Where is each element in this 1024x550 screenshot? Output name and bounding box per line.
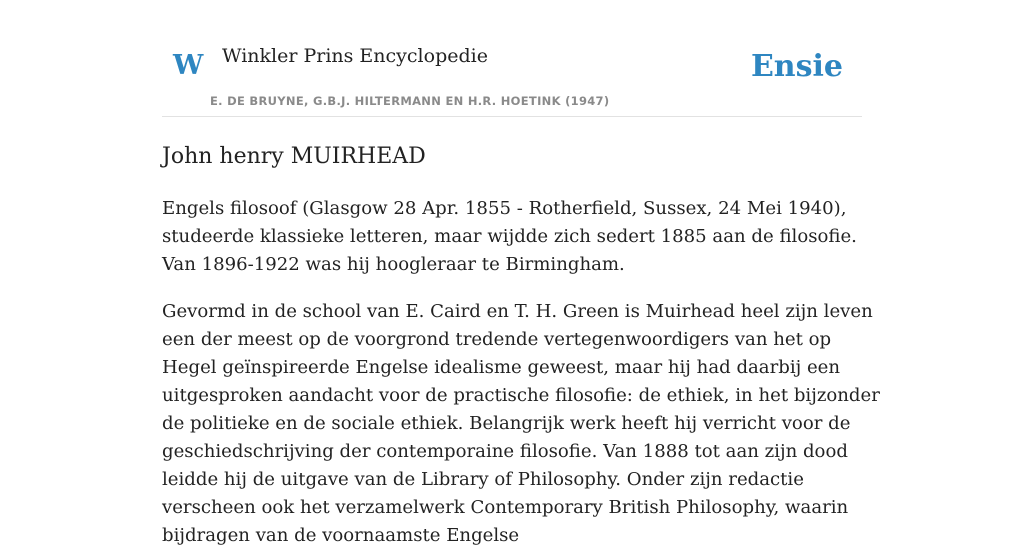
brand-logo[interactable]: Ensie bbox=[750, 49, 843, 84]
article-title: John henry MUIRHEAD bbox=[162, 144, 426, 169]
source-title[interactable]: Winkler Prins Encyclopedie bbox=[222, 45, 488, 67]
header bbox=[162, 0, 862, 117]
article-paragraph-2: Gevormd in de school van E. Caird en T. H. Green is Muirhead heel zijn leven een der meest op de voorgrond tredende vertegenwoordigers van het op Hegel geïnspireerde Engelse idealisme geweest, maar hij had daarbij een uitgesproken aandacht voor de practische filosofie: de ethiek, in het bijzonder de politieke en de sociale ethiek. Belangrijk werk heeft hij verricht voor de geschiedschrijving der contemporaine filosofie. Van 1888 tot aan zijn dood leidde hij de uitgave van de Library of Philosophy. Onder zijn redactie verscheen ook het verzamelwerk Contemporary British Philosophy, waarin bijdragen van de voornaamste Engelse bbox=[162, 301, 880, 546]
article-paragraph-1: Engels filosoof (Glasgow 28 Apr. 1855 - Rotherfield, Sussex, 24 Mei 1940), studeerde klassieke letteren, maar wijdde zich sedert 1885 aan de filosofie. Van 1896-1922 was hij hoogleraar te Birmingham. bbox=[162, 198, 857, 275]
page-container bbox=[162, 0, 880, 550]
source-logo[interactable]: W bbox=[173, 50, 204, 81]
source-authors: E. DE BRUYNE, G.B.J. HILTERMANN EN H.R. HOETINK (1947) bbox=[210, 94, 610, 108]
